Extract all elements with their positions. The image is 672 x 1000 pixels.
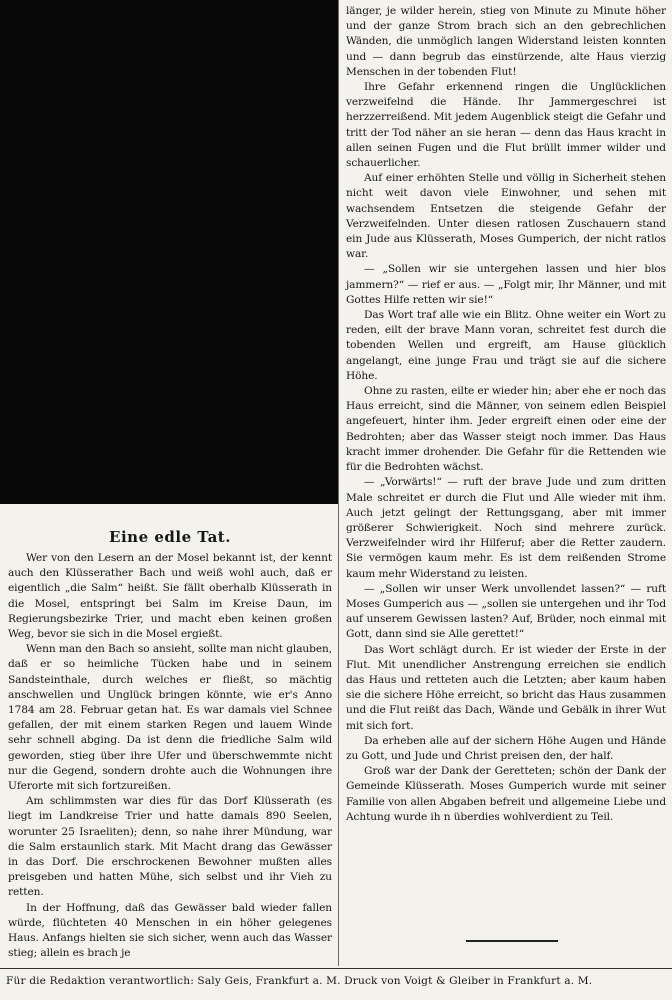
- article-title: Eine edle Tat.: [109, 528, 231, 546]
- paragraph: In der Hoffnung, daß das Gewässer bald wieder fallen würde, flüchteten 40 Menschen in ein höher gelegenes Haus. Anfangs hielten sie sich sicher, wenn auch das Wasser stieg; allein es brach je: [8, 901, 332, 960]
- paragraph: Das Wort traf alle wie ein Blitz. Ohne weiter ein Wort zu reden, eilt der brave Mann voran, schreitet fest durch die tobenden Wellen und ergreift, am Hause glücklich angelangt, eine junge Frau und trägt sie auf die sichere Höhe.: [346, 309, 666, 382]
- paragraph: — „Vorwärts!“ — ruft der brave Jude und zum dritten Male schreitet er durch die Flut und Alle wieder mit ihm. Auch jetzt gelingt der Rettungsgang, aber mit immer größerer Schwierigkeit. Noch sind mehrere zurück. Verzweifelnder wird ihr Hilferuf; aber die Retter zaudern. Sie vermögen kaum mehr. Es ist dem reißenden Strome kaum mehr Widerstand zu leisten.: [346, 476, 666, 580]
- column-divider: [338, 0, 339, 966]
- imprint-footer: Für die Redaktion verantwortlich: Saly Geis, Frankfurt a. M. Druck von Voigt & Gleiber in Frankfurt a. M.: [6, 975, 593, 987]
- paragraph: — „Sollen wir sie untergehen lassen und hier blos jammern?“ — rief er aus. — „Folgt mir, Ihr Männer, und mit Gottes Hilfe retten wir sie!“: [346, 263, 666, 306]
- paragraph: Das Wort schlägt durch. Er ist wieder der Erste in der Flut. Mit unendlicher Anstrengung erreichen sie endlich das Haus und retteten auch die Letzten; aber kaum haben sie die sichere Höhe erreicht, so bricht das Haus zusammen und die Flut reißt das Dach, Wände und Gebälk in ihrer Wut mit sich fort.: [346, 643, 666, 732]
- paragraph: Auf einer erhöhten Stelle und völlig in Sicherheit stehen nicht weit davon viele Einwohner, und sehen mit wachsendem Entsetzen die steigende Gefahr der Verzweifelnden. Unter diesen ratlosen Zuschauern stand ein Jude aus Klüsserath, Moses Gumperich, der nicht ratlos war.: [346, 172, 666, 261]
- paragraph: Ohne zu rasten, eilte er wieder hin; aber ehe er noch das Haus erreicht, sind die Männer, von seinem edlen Beispiel angefeuert, hinter ihm. Jeder ergreift einen oder eine der Bedrohten; aber das Wasser steigt noch immer. Das Haus kracht immer drohender. Die Gefahr für die Rettenden wie für die Bedrohten wächst.: [346, 385, 666, 474]
- paragraph: Ihre Gefahr erkennend ringen die Unglücklichen verzweifelnd die Hände. Ihr Jammergeschrei ist herzzerreißend. Mit jedem Augenblick steigt die Gefahr und tritt der Tod näher an sie heran — denn das Haus kracht in allen seinen Fugen und die Flut brüllt immer wilder und schauerlicher.: [346, 81, 666, 170]
- article-end-rule: [466, 940, 558, 942]
- blacked-out-region: [0, 0, 338, 504]
- paragraph: Wer von den Lesern an der Mosel bekannt ist, der kennt auch den Klüsserather Bach und weiß wohl auch, daß er eigentlich „die Salm“ heißt. Sie fällt oberhalb Klüsserath in die Mosel, entspringt bei Salm im Kreise Daun, im Regierungsbezirke Trier, und macht eben keinen großen Weg, bevor sie sich in die Mosel ergießt.: [8, 552, 332, 641]
- paragraph: Wenn man den Bach so ansieht, sollte man nicht glauben, daß er so heimliche Tücken habe und in seinem Sandsteinthale, durch welches er fließt, so mächtig anschwellen und Unglück bringen könnte, wie er's Anno 1784 am 28. Februar getan hat. Es war damals viel Schnee gefallen, der mit einem starken Regen und lauem Winde sehr schnell abging. Da ist denn die friedliche Salm wild geworden, stieg über ihre Ufer und überschwemmte nicht nur die Gegend, sondern drohte auch die Wohnungen ihre Uferorte mit sich fortzureißen.: [8, 643, 332, 793]
- right-column: [346, 4, 666, 825]
- paragraph: Am schlimmsten war dies für das Dorf Klüsserath (es liegt im Landkreise Trier und hatte damals 890 Seelen, worunter 25 Israeliten); denn, so nahe ihrer Mündung, war die Salm erstaunlich stark. Mit Macht drang das Gewässer in das Dorf. Die erschrockenen Bewohner mußten alles preisgeben und hatten Mühe, sich selbst und ihr Vieh zu retten.: [8, 795, 332, 899]
- paragraph: Groß war der Dank der Geretteten; schön der Dank der Gemeinde Klüsserath. Moses Gumperich wurde mit seiner Familie von allen Abgaben befreit und allgemeine Liebe und Achtung wurde ih n überdies wohlverdient zu Teil.: [346, 765, 666, 823]
- footer-rule: [0, 968, 672, 969]
- left-column: [8, 528, 332, 961]
- paragraph: — „Sollen wir unser Werk unvollendet lassen?“ — ruft Moses Gumperich aus — „sollen sie untergehen und ihr Tod auf unserem Gewissen lasten? Auf, Brüder, noch einmal mit Gott, dann sind sie Alle gerettet!“: [346, 582, 666, 641]
- paragraph: länger, je wilder herein, stieg von Minute zu Minute höher und der ganze Strom brach sich an den gebrechlichen Wänden, die unmöglich langen Widerstand leisten konnten und — dann begrub das einstürzende, alte Haus vierzig Menschen in der tobenden Flut!: [346, 5, 666, 78]
- paragraph: Da erheben alle auf der sichern Höhe Augen und Hände zu Gott, und Jude und Christ preisen den, der half.: [346, 734, 666, 762]
